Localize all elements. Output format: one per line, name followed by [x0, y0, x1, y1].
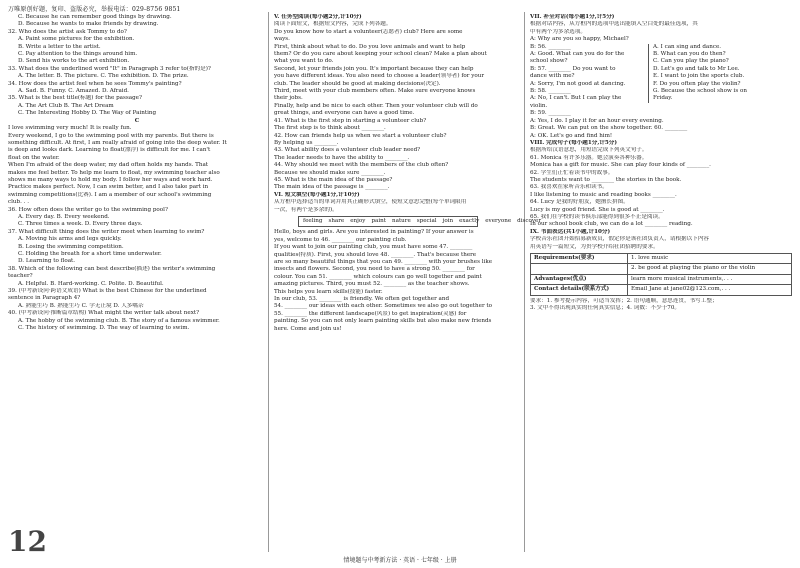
text-line: float on the water.: [8, 154, 60, 161]
text-line: 根据对话内容，从方框内的选项中选出能填入空白处的最佳选项，其: [530, 21, 698, 28]
text-line: A: Why are you so happy, Michael?: [530, 36, 629, 43]
word-option: enjoy: [350, 217, 366, 224]
word-option: discover: [517, 217, 542, 224]
dialogue-line: B: 56. ________: [530, 43, 571, 50]
dialogue-option: B. What can you do then?: [648, 51, 726, 58]
text-line: swimming competitions(比赛). I am a member of our school's swimming: [8, 191, 212, 198]
text-line: Lucy is my good friend. She is good at ________.: [530, 206, 665, 213]
word-option: everyone: [485, 217, 512, 224]
text-line: 54. ________ our ideas with each other. Sometimes we also go out together to: [274, 303, 493, 310]
text-line: A. 熟能生巧 B. 熟能生巧 C. 学无止境 D. 人多嘴杂: [18, 302, 144, 309]
text-line: 42. How can friends help us when we start a volunteer club?: [274, 132, 447, 139]
text-line: This helps you learn skills(技能) faster.: [274, 288, 383, 295]
column-divider: [268, 12, 269, 552]
requirements-value: 2. be good at playing the piano or the violin: [631, 265, 756, 272]
text-line: C. The history of swimming. D. The way of learning to swim.: [18, 325, 190, 332]
text-line: Because we should make sure ________.: [274, 169, 386, 176]
text-line: sentence in Paragraph 4?: [8, 295, 81, 302]
text-line: you have different ideas. You also need to choose a leader(领导者) for your: [274, 73, 485, 80]
text-line: yes, welcome to 46. ________ our painting club.: [274, 236, 407, 243]
text-line: 45. What is the main idea of the passage?: [274, 176, 393, 183]
text-line: I like listening to music and reading books ________.: [530, 191, 677, 198]
requirements-row: [531, 285, 791, 294]
text-line: 65. 我们在学校的读书俱乐部能得到很多不止是阅读。: [530, 213, 664, 220]
text-line: VIII. 完成句子(每小题1分,计5分): [530, 139, 618, 146]
text-line: 34. How does the artist feel when he sees Tommy's painting?: [8, 80, 182, 87]
text-line: The leader needs to have the ability to ________.: [274, 154, 410, 161]
dialogue-line: school show?: [530, 58, 568, 65]
text-line: 根据所给汉语意思，用短语完成下列英文句子。: [530, 147, 648, 154]
text-line: 62. 学生们正忙着读书中的故事。: [530, 169, 614, 176]
dialogue-option: D. Let's go and talk to Mr Lee.: [648, 66, 740, 73]
text-line: 从方框中选择适当的单词并用其正确形式填空，使短文意思完整(每个单词限用: [274, 199, 467, 206]
text-line: 用英语写一篇短文，为贵学校介绍社团招聘的要求。: [530, 243, 659, 250]
text-line: 55. ________ the different landscape(风景) to get inspiration(灵感) for: [274, 310, 467, 317]
text-line: shows me many ways to hold my body. I follow her ways and work hard.: [8, 176, 213, 183]
text-line: 64. Lucy 是我的好朋友，她擅长拼图。: [530, 199, 629, 206]
text-line: great things, and everyone can have a good time.: [274, 110, 415, 117]
requirements-row: [531, 275, 791, 285]
text-line: ways.: [274, 36, 290, 43]
text-line: 一次，有两个是多余的)。: [274, 206, 338, 213]
dialogue-line: A: No, I can't. But I can play the: [530, 95, 622, 102]
dialogue-option: A. I can sing and dance.: [648, 44, 721, 51]
text-line: 学校音乐社团开始招募新成员，假定你是该社团负责人，请根据以下内容: [530, 236, 710, 243]
dialogue-option: F. Do you often play the violin?: [648, 81, 741, 88]
text-line: A. The Art Club B. The Art Dream: [18, 102, 114, 109]
text-line: 37. What difficult thing does the writer meet when learning to swim?: [8, 228, 205, 235]
text-line: Second, let your friends join you. It's important because they can help: [274, 65, 474, 72]
page-number: 12: [8, 525, 47, 558]
requirements-table: [530, 253, 792, 296]
text-line: A. Helpful. B. Hard-working. C. Polite. D. Beautiful.: [18, 280, 164, 287]
text-line: In our school book club, we can do a lot ________ reading.: [530, 221, 693, 228]
text-line: If you want to join our painting club, you must have some 47. ________: [274, 244, 473, 251]
requirements-key: Contact details(联系方式): [531, 285, 628, 294]
text-line: C: [134, 117, 140, 124]
dialogue-line: B: 58. ________: [530, 88, 571, 95]
dialogue-row: [530, 44, 792, 51]
text-line: 40. (中考新设问·推断篇章结构) What might the writer talk about next?: [8, 310, 200, 317]
page-header: 万唯原创好题，复印、盗版必究，举报电话：029-8756 9851: [8, 6, 181, 13]
requirements-value: Email Jane at jane02@123.com,. . .: [631, 286, 731, 293]
word-box: [298, 216, 542, 227]
text-line: is deep and looks dark. Learning to float(漂浮) is difficult for me. I can't: [8, 147, 211, 154]
dialogue-row: [530, 66, 792, 73]
dialogue-row: [530, 95, 792, 102]
dialogue-row: [530, 88, 792, 95]
text-line: A. The hobby of the swimming club. B. The story of a famous swimmer.: [18, 317, 220, 324]
dialogue-option: G. Because the school show is on: [648, 88, 747, 95]
text-line: A: OK. Let's go and find him!: [530, 132, 613, 139]
column-right: [530, 14, 792, 312]
text-line: The first step is to think about ________.: [274, 125, 386, 132]
word-option: nature: [392, 217, 411, 224]
text-line: First, think about what to do. Do you love animals and want to help: [274, 43, 466, 50]
dialogue-line: A: Good. What can you do for the: [530, 51, 625, 58]
word-option: share: [328, 217, 345, 224]
text-line: C. Three times a week. D. Every three days.: [18, 221, 143, 228]
text-line: 41. What is the first step in starting a volunteer club?: [274, 117, 427, 124]
text-line: VII. 补全对话(每小题1分,计5分): [530, 14, 615, 20]
text-line: 63. 我喜欢在家听音乐和读书。: [530, 184, 608, 191]
text-line: D. Learning to float.: [18, 258, 76, 265]
dialogue-row: [530, 73, 792, 80]
text-line: I love swimming very much! It is really fun.: [8, 125, 132, 132]
text-line: The students want to ________ the stories in the book.: [530, 176, 682, 183]
text-line: 61. Monica 有许多乐器。她会演奏各种乐器。: [530, 154, 648, 161]
dialogue-option: Friday.: [648, 95, 672, 102]
word-option: feeling: [303, 217, 323, 224]
text-line: B: 59. ________: [530, 110, 571, 117]
text-line: club. . .: [8, 199, 29, 206]
text-line: B. Losing the swimming competition.: [18, 243, 124, 250]
word-option: paint: [371, 217, 386, 224]
dialogue-option: C. Can you play the piano?: [648, 58, 729, 65]
text-line: 44. Why should we meet with the members of the club often?: [274, 162, 449, 169]
text-line: A. Moving his arms and legs quickly.: [18, 236, 122, 243]
text-line: A: Yes, I do. I play it for an hour every evening.: [530, 117, 664, 124]
dialogue-option: E. I want to join the sports club.: [648, 73, 744, 80]
text-line: qualities(特质). First, you should love 48. ________. That's because there: [274, 251, 477, 258]
text-line: 中有两个为多余选项。: [530, 28, 586, 35]
text-line: B: Great. We can put on the show together. 60. ________: [530, 125, 688, 132]
text-line: The main idea of the passage is ________.: [274, 184, 390, 191]
word-option: special: [416, 217, 437, 224]
text-line: teacher?: [8, 273, 33, 280]
text-line: C. Because he can remember good things by drawing.: [18, 14, 172, 20]
word-option: exactly: [459, 217, 480, 224]
page-footer: 情境题与中考新方法 · 英语 · 七年级 · 上册: [343, 557, 457, 564]
text-line: Do you know how to start a volunteer(志愿者) club? Here are some: [274, 28, 463, 35]
text-line: Monica has a gift for music. She can play four kinds of ________.: [530, 162, 711, 169]
text-line: A. The letter. B. The picture. C. The exhibition. D. The prize.: [18, 73, 189, 80]
text-line: are so many beautiful things that you can 49. ________ with your brushes like: [274, 259, 493, 265]
text-line: D. Send his works to the art exhibition.: [18, 58, 130, 65]
text-line: something difficult. At first, I am really afraid of going into the deep water. It: [8, 139, 227, 146]
text-line: A. Sad. B. Funny. C. Amazed. D. Afraid.: [18, 88, 129, 95]
text-line: A. Paint some pictures for the exhibition.: [18, 36, 135, 43]
text-line: Finally, help and be nice to each other. Then your volunteer club will do: [274, 102, 478, 109]
text-line: D. Because he wants to make friends by drawing.: [18, 21, 159, 28]
text-line: 3. 文中不得出现真实的任何真实信息；4. 词数：不少于70。: [530, 305, 681, 312]
requirements-value: 1. love music: [631, 255, 669, 261]
dialogue-line: A: Sorry, I'm not good at dancing.: [530, 80, 626, 87]
text-line: By helping us ________.: [274, 139, 339, 146]
column-divider: [524, 12, 525, 552]
text-line: 33. What does the underlined word "It" in Paragraph 3 refer to(指的是)?: [8, 65, 211, 72]
text-line: B. Write a letter to the artist.: [18, 43, 101, 50]
text-line: club. The leader should be good at making decisions(决定).: [274, 80, 441, 87]
requirements-row: [531, 264, 791, 274]
text-line: V. 任务型阅读(每小题2分,计10分): [274, 14, 362, 20]
dialogue-row: [530, 58, 792, 65]
text-line: C. Pay attention to the things around him.: [18, 51, 138, 58]
text-line: A. Every day. B. Every weekend.: [18, 213, 110, 220]
requirements-key: Advantages(优点): [531, 275, 628, 284]
dialogue-line: B: 57. ________ Do you want to: [530, 65, 616, 72]
text-line: 39. (中考新设问·跨语文成语) What is the best Chinese for the underlined: [8, 288, 207, 295]
text-line: In our club, 53. ________ is friendly. We often get together and: [274, 296, 450, 303]
text-line: insects and flowers. Second, you need to have a strong 50. ________ for: [274, 266, 475, 273]
text-line: their jobs.: [274, 95, 303, 102]
text-line: them? Or do you care about keeping your school clean? Make a plan about: [274, 51, 487, 58]
text-line: here. Come and join us!: [274, 325, 342, 332]
text-line: 38. Which of the following can best describe(描述) the writer's swimming: [8, 265, 216, 272]
word-option: join: [442, 217, 454, 224]
dialogue-row: [530, 81, 792, 88]
text-line: When I'm afraid of the deep water, my dad often holds my hands. That: [8, 162, 209, 169]
text-line: VI. 短文填空(每小题1分,计10分): [274, 191, 360, 198]
text-line: amazing pictures. Third, you must 52. ________ as the teacher shows.: [274, 281, 470, 288]
text-line: C. Holding the breath for a short time underwater.: [18, 251, 162, 257]
column-left: [8, 14, 266, 332]
text-line: painting. So you can not only learn painting skills but also make new friends: [274, 318, 492, 325]
text-line: 35. What is the best title(标题) for the passage?: [8, 95, 142, 102]
text-line: IX. 书面表达(共1小题,计10分): [530, 228, 611, 235]
dialogue-line: dance with me?: [530, 73, 575, 80]
requirements-row: [531, 254, 791, 264]
dialogue-row: [530, 51, 792, 58]
text-line: 要求：1. 参考提示内容，可适当发挥；2. 语句通顺，意思连贯，书写工整；: [530, 297, 718, 304]
requirements-key: Requirements(要求): [531, 254, 628, 263]
text-line: Third, meet with your club members often. Make sure everyone knows: [274, 88, 476, 95]
requirements-value: learn more musical instruments,. . .: [631, 275, 733, 282]
text-line: makes me feel better. To help me learn to float, my swimming teacher also: [8, 169, 220, 176]
text-line: violin.: [530, 102, 548, 109]
text-line: 43. What ability does a volunteer club leader need?: [274, 147, 421, 154]
text-line: C. The Interesting Hobby D. The Way of Painting: [18, 110, 157, 117]
requirements-key: [531, 264, 628, 273]
text-line: Every weekend, I go to the swimming pool with my parents. But there is: [8, 132, 214, 139]
text-line: Hello, boys and girls. Are you interested in painting? If your answer is: [274, 229, 474, 236]
text-line: colour. You can 51. ________ which colours can go well together and paint: [274, 273, 482, 280]
text-line: 阅读下面短文，根据短文内容，完成下列各题。: [274, 21, 392, 28]
text-line: Practice makes perfect. Now, I can swim better, and I also take part in: [8, 184, 209, 191]
text-line: what you want to do.: [274, 58, 334, 65]
text-line: 32. Who does the artist ask Tommy to do?: [8, 28, 127, 35]
text-line: 36. How often does the writer go to the swimming pool?: [8, 206, 168, 213]
